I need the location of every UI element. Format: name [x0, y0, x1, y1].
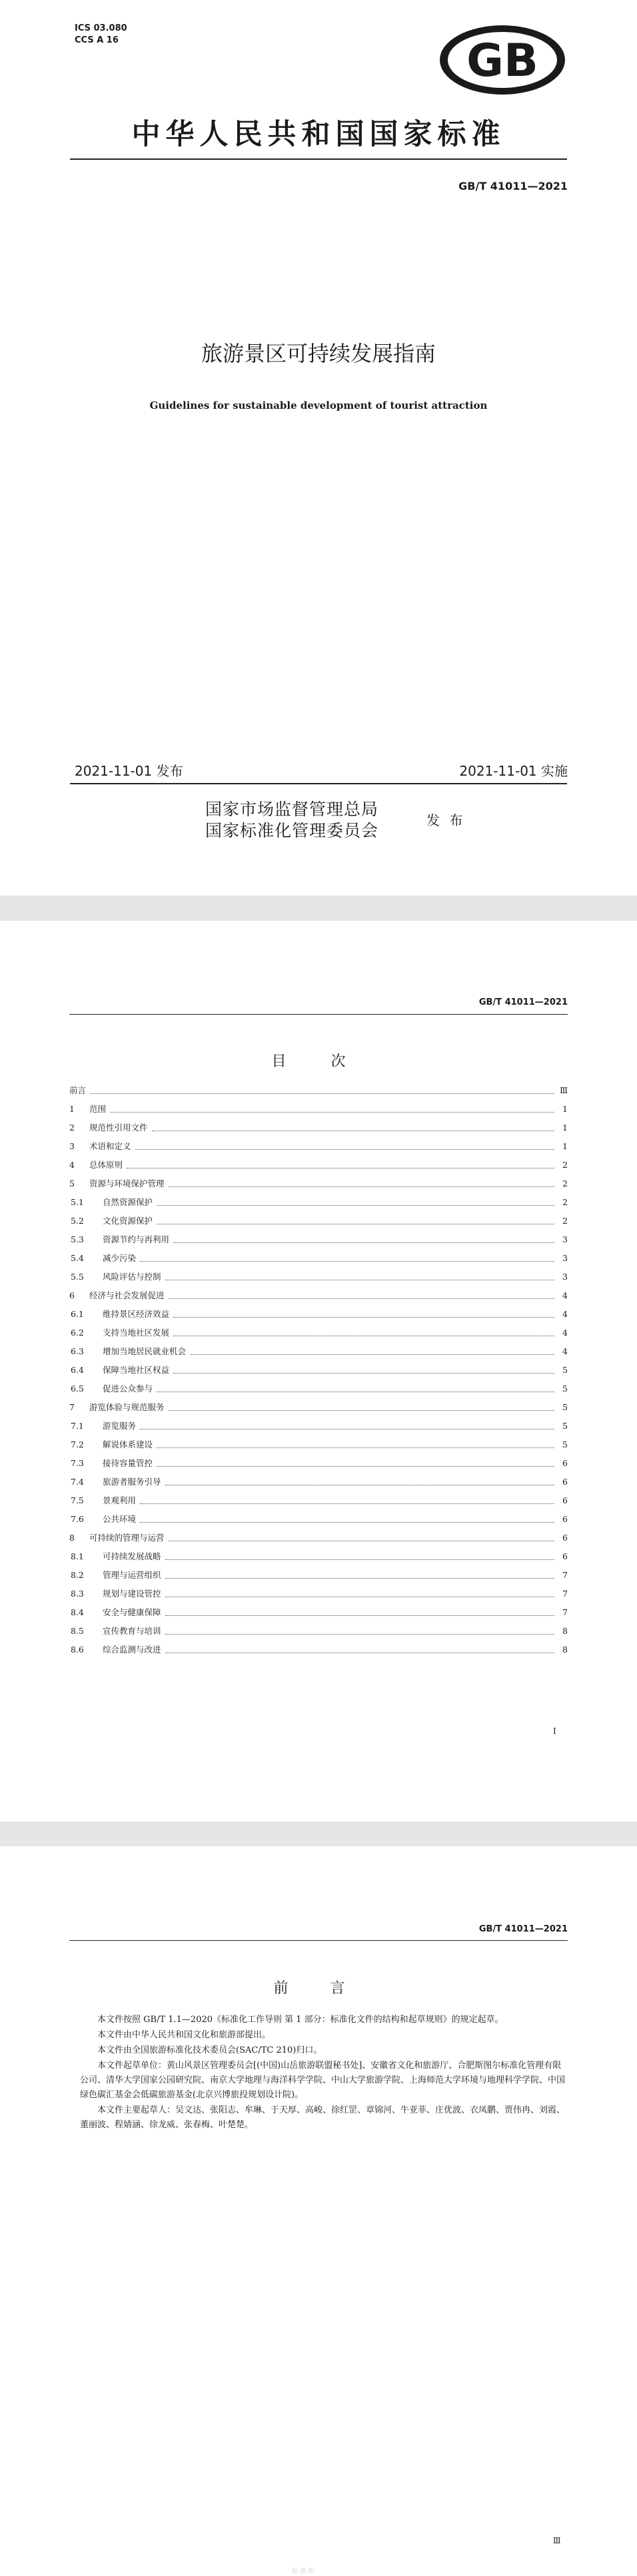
toc-entry-number: 5.1 [71, 1196, 84, 1207]
toc-entry-label: 管理与运营组织 [103, 1570, 161, 1580]
toc-page [0, 921, 637, 1822]
toc-entry[interactable] [69, 1379, 568, 1398]
header-standard-number: GB/T 41011—2021 [478, 1924, 568, 1934]
standard-title: 中华人民共和国国家标准 [131, 118, 506, 151]
toc-entry[interactable] [69, 1491, 568, 1509]
toc-entry-number: 7 [69, 1402, 75, 1412]
toc-entry-number: 4 [69, 1159, 75, 1170]
toc-leader-dots [165, 1627, 554, 1635]
toc-entry-label: 宣传教育与培训 [103, 1626, 161, 1636]
toc-entry-page: 2 [562, 1178, 568, 1188]
toc-entry-label: 综合监测与改进 [103, 1645, 161, 1655]
toc-list [69, 1081, 568, 1659]
toc-leader-dots [173, 1236, 554, 1243]
title-rule [70, 158, 567, 160]
gb-logo-icon [437, 23, 568, 97]
toc-leader-dots [127, 1161, 554, 1168]
toc-entry[interactable] [69, 1211, 568, 1230]
toc-entry-number: 6.1 [71, 1308, 84, 1319]
toc-entry-number: 7.3 [71, 1457, 84, 1468]
toc-entry-page: 5 [562, 1420, 568, 1431]
toc-entry[interactable] [69, 1509, 568, 1528]
implement-date: 2021-11-01 实施 [459, 763, 568, 779]
toc-entry-number: 7.6 [71, 1513, 84, 1524]
header-standard-number: GB/T 41011—2021 [478, 997, 568, 1007]
toc-entry-label: 安全与健康保障 [103, 1607, 161, 1617]
issuer-block [205, 799, 378, 842]
toc-entry-number: 7.2 [71, 1439, 84, 1449]
toc-entry-number: 8.4 [71, 1607, 84, 1617]
classification-codes [75, 23, 127, 47]
toc-entry[interactable] [69, 1528, 568, 1547]
toc-leader-dots [135, 1143, 554, 1150]
toc-leader-dots [169, 1292, 554, 1299]
issuer-sac: 国家标准化管理委员会 [205, 821, 379, 840]
toc-entry-page: 7 [562, 1588, 568, 1599]
preface-paragraph: 本文件按照 GB/T 1.1—2020《标准化工作导则 第 1 部分：标准化文件的结构和起草规则》的规定起草。 [97, 2015, 504, 2025]
toc-entry-page: 4 [562, 1327, 568, 1338]
toc-entry[interactable] [69, 1565, 568, 1584]
toc-entry[interactable] [69, 1192, 568, 1211]
toc-leader-dots [157, 1441, 554, 1448]
toc-entry[interactable] [69, 1398, 568, 1416]
toc-entry-page: 4 [562, 1308, 568, 1319]
toc-leader-dots [110, 1105, 554, 1113]
toc-entry-number: 6.4 [71, 1364, 84, 1375]
toc-entry-label: 公共环境 [103, 1514, 137, 1524]
toc-leader-dots [140, 1515, 554, 1523]
toc-entry[interactable] [69, 1603, 568, 1621]
toc-entry-label: 术语和定义 [89, 1141, 131, 1151]
toc-entry-label: 可持续的管理与运营 [89, 1533, 165, 1543]
date-rule [70, 783, 567, 784]
toc-entry-number: 8.2 [71, 1569, 84, 1580]
toc-entry-label: 资源节约与再利用 [103, 1234, 170, 1244]
page-number: Ⅲ [553, 2536, 561, 2545]
toc-entry[interactable] [69, 1323, 568, 1342]
toc-entry-label: 游览服务 [103, 1421, 137, 1431]
toc-leader-dots [157, 1198, 554, 1206]
issue-date: 2021-11-01 发布 [75, 763, 183, 779]
toc-entry[interactable] [69, 1640, 568, 1659]
toc-entry-page: 3 [562, 1252, 568, 1263]
toc-entry-page: 6 [562, 1495, 568, 1505]
toc-leader-dots [165, 1590, 554, 1597]
toc-entry-number: 7.4 [71, 1476, 84, 1487]
toc-entry-label: 前言 [69, 1085, 87, 1095]
toc-entry-number: 8 [69, 1532, 75, 1543]
toc-entry-page: 5 [562, 1364, 568, 1375]
toc-entry-page: 6 [562, 1457, 568, 1468]
toc-entry-page: 6 [562, 1551, 568, 1561]
toc-entry-page: 3 [562, 1271, 568, 1282]
preface-paragraph: 本文件主要起草人：吴文达、张阳志、牟琳、于天厚、高峻、徐红罡、章锦河、牛亚菲、庄优波、衣凤鹏、贾伟冉、刘霞、董丽波、程婧涵、徐龙威、张春梅、叶楚楚。 [80, 2105, 566, 2130]
toc-entry-label: 促进公众参与 [103, 1384, 153, 1394]
toc-entry[interactable] [69, 1081, 568, 1099]
gb-logo-text: GB [466, 35, 538, 87]
toc-entry-label: 支持当地社区发展 [103, 1328, 170, 1338]
toc-entry-label: 自然资源保护 [103, 1197, 153, 1207]
toc-entry[interactable] [69, 1621, 568, 1640]
toc-entry-number: 6 [69, 1290, 75, 1300]
toc-entry[interactable] [69, 1174, 568, 1192]
toc-entry-label: 资源与环境保护管理 [89, 1178, 165, 1188]
toc-entry-number: 6.3 [71, 1346, 84, 1356]
toc-leader-dots [165, 1646, 554, 1653]
toc-entry-label: 保障当地社区权益 [103, 1365, 170, 1375]
preface-body [80, 2013, 568, 2133]
toc-leader-dots [157, 1459, 554, 1467]
toc-entry[interactable] [69, 1267, 568, 1286]
toc-entry-page: 6 [562, 1513, 568, 1524]
toc-leader-dots [173, 1310, 554, 1318]
toc-entry[interactable] [69, 1118, 568, 1137]
toc-entry[interactable] [69, 1416, 568, 1435]
toc-entry-number: 3 [69, 1141, 75, 1151]
toc-entry-label: 经济与社会发展促进 [89, 1290, 165, 1300]
toc-entry-label: 旅游者服务引导 [103, 1477, 161, 1487]
toc-entry-number: 1 [69, 1103, 75, 1114]
toc-leader-dots [173, 1366, 554, 1374]
toc-leader-dots [173, 1329, 554, 1336]
toc-entry-label: 维持景区经济效益 [103, 1309, 170, 1319]
toc-entry-label: 接待容量管控 [103, 1458, 153, 1468]
toc-leader-dots [90, 1087, 554, 1094]
toc-entry-label: 规范性引用文件 [89, 1123, 148, 1133]
toc-entry-page: Ⅲ [559, 1085, 568, 1095]
toc-leader-dots [169, 1180, 554, 1187]
toc-title: 目 次 [271, 1053, 366, 1070]
toc-entry[interactable] [69, 1472, 568, 1491]
page-number: Ⅰ [553, 1726, 556, 1736]
toc-entry-page: 1 [562, 1103, 568, 1114]
toc-entry-number: 8.5 [71, 1625, 84, 1636]
toc-entry-label: 规划与建设管控 [103, 1589, 161, 1599]
toc-entry-page: 5 [562, 1402, 568, 1412]
toc-entry-page: 1 [562, 1122, 568, 1133]
toc-entry[interactable] [69, 1286, 568, 1304]
toc-leader-dots [165, 1478, 554, 1485]
toc-entry-page: 7 [562, 1607, 568, 1617]
toc-entry-label: 景观利用 [103, 1495, 137, 1505]
toc-entry-number: 7.1 [71, 1420, 84, 1431]
standard-number: GB/T 41011—2021 [458, 180, 568, 192]
toc-leader-dots [165, 1571, 554, 1579]
toc-entry-label: 解说体系建设 [103, 1439, 153, 1449]
toc-entry-number: 2 [69, 1122, 75, 1133]
document-title-cn: 旅游景区可持续发展指南 [201, 341, 436, 366]
toc-entry[interactable] [69, 1230, 568, 1248]
toc-entry[interactable] [69, 1453, 568, 1472]
toc-entry-label: 减少污染 [103, 1253, 137, 1263]
preface-paragraph: 本文件由全国旅游标准化技术委员会(SAC/TC 210)归口。 [97, 2045, 322, 2055]
toc-entry-page: 2 [562, 1159, 568, 1170]
toc-entry-label: 总体原则 [89, 1160, 123, 1170]
preface-page [0, 1846, 637, 2576]
toc-entry-page: 5 [562, 1439, 568, 1449]
toc-entry-page: 4 [562, 1346, 568, 1356]
toc-entry-page: 1 [562, 1141, 568, 1151]
toc-entry[interactable] [69, 1137, 568, 1155]
toc-entry-page: 5 [562, 1383, 568, 1394]
toc-leader-dots [157, 1385, 554, 1392]
toc-leader-dots [169, 1404, 554, 1411]
toc-entry[interactable] [69, 1304, 568, 1323]
cover-page [0, 0, 637, 896]
toc-entry-label: 文化资源保护 [103, 1216, 153, 1226]
watermark: 标准库 [292, 2568, 316, 2575]
toc-entry[interactable] [69, 1099, 568, 1118]
toc-entry-page: 2 [562, 1215, 568, 1226]
toc-entry[interactable] [69, 1155, 568, 1174]
toc-entry[interactable] [69, 1248, 568, 1267]
toc-leader-dots [140, 1254, 554, 1262]
header-rule [69, 1940, 568, 1941]
toc-entry-page: 3 [562, 1234, 568, 1244]
ccs-code: CCS A 16 [75, 35, 119, 45]
toc-leader-dots [140, 1422, 554, 1429]
toc-leader-dots [165, 1273, 554, 1280]
toc-entry-number: 5.4 [71, 1252, 84, 1263]
toc-entry-page: 8 [562, 1625, 568, 1636]
toc-entry-page: 2 [562, 1196, 568, 1207]
toc-entry-label: 风险评估与控制 [103, 1272, 161, 1282]
toc-entry[interactable] [69, 1547, 568, 1565]
header-rule [69, 1014, 568, 1015]
toc-entry[interactable] [69, 1360, 568, 1379]
toc-entry-label: 增加当地居民就业机会 [103, 1346, 187, 1356]
toc-entry[interactable] [69, 1584, 568, 1603]
toc-entry-number: 8.1 [71, 1551, 84, 1561]
toc-leader-dots [165, 1553, 554, 1560]
toc-entry-number: 5 [69, 1178, 75, 1188]
toc-entry-number: 5.5 [71, 1271, 84, 1282]
toc-entry-number: 5.3 [71, 1234, 84, 1244]
toc-leader-dots [140, 1497, 554, 1504]
preface-paragraph: 本文件由中华人民共和国文化和旅游部提出。 [97, 2030, 271, 2040]
document-title-en: Guidelines for sustainable development of tourist attraction [149, 399, 488, 411]
toc-entry-page: 8 [562, 1644, 568, 1655]
toc-entry-number: 5.2 [71, 1215, 84, 1226]
toc-entry-label: 可持续发展战略 [103, 1551, 161, 1561]
toc-entry[interactable] [69, 1435, 568, 1453]
toc-leader-dots [190, 1348, 554, 1355]
issue-label: 发 布 [426, 812, 466, 828]
toc-entry-page: 6 [562, 1476, 568, 1487]
toc-entry-page: 7 [562, 1569, 568, 1580]
preface-paragraph: 本文件起草单位：黄山风景区管理委员会[(中国)山岳旅游联盟秘书处]、安徽省文化和旅游厅、合肥斯图尔标准化管理有限公司、清华大学国家公园研究院、南京大学地理与海洋科学学院、中山大学旅游学院、上海师范大学环境与地理科学学院、中国绿色碳汇基金会低碳旅游基金(北京兴博旅投规划设计院)。 [80, 2061, 566, 2100]
toc-entry-page: 6 [562, 1532, 568, 1543]
toc-leader-dots [152, 1124, 554, 1131]
toc-entry-number: 6.5 [71, 1383, 84, 1394]
issuer-samr: 国家市场监督管理总局 [205, 800, 379, 819]
ics-code: ICS 03.080 [75, 23, 127, 33]
preface-title: 前 言 [273, 1980, 364, 1997]
toc-leader-dots [157, 1217, 554, 1224]
toc-entry-label: 游览体验与规范服务 [89, 1402, 165, 1412]
toc-entry-number: 8.6 [71, 1644, 84, 1655]
toc-leader-dots [165, 1609, 554, 1616]
toc-entry-number: 7.5 [71, 1495, 84, 1505]
toc-entry-page: 4 [562, 1290, 568, 1300]
toc-entry-number: 8.3 [71, 1588, 84, 1599]
toc-entry[interactable] [69, 1342, 568, 1360]
toc-leader-dots [169, 1534, 554, 1541]
toc-entry-number: 6.2 [71, 1327, 84, 1338]
toc-entry-label: 范围 [89, 1104, 107, 1114]
